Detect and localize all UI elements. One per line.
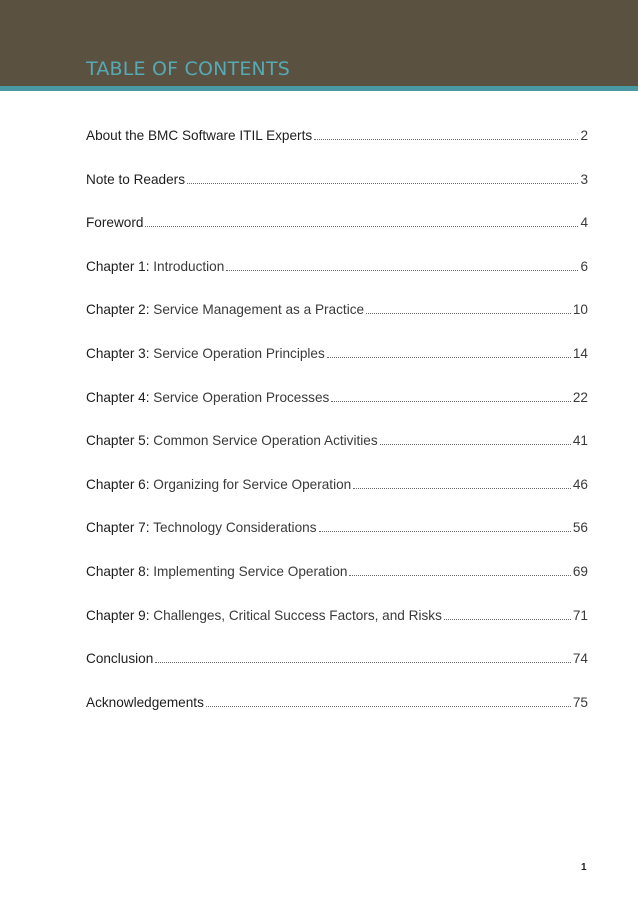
toc-entry-acknowledgements[interactable]	[86, 693, 588, 737]
toc-entry-text: Challenges, Critical Success Factors, and Risks	[153, 607, 442, 623]
toc-entry-lead: Chapter 9:	[86, 607, 150, 623]
dot-leader	[444, 608, 571, 620]
table-of-contents	[86, 126, 588, 736]
toc-entry-lead: Chapter 2:	[86, 302, 150, 318]
dot-leader	[319, 520, 571, 532]
dot-leader	[349, 564, 570, 576]
toc-entry-text: Service Operation Principles	[153, 345, 325, 361]
dot-leader	[327, 346, 571, 358]
toc-entry-conclusion[interactable]	[86, 649, 588, 693]
toc-entry-lead: Chapter 5:	[86, 433, 150, 449]
toc-entry-about-experts[interactable]	[86, 126, 588, 170]
toc-entry-note-to-readers[interactable]	[86, 170, 588, 214]
toc-entry-page: 4	[580, 215, 588, 231]
toc-entry-page: 22	[572, 389, 588, 405]
dot-leader	[206, 695, 571, 707]
page-number: 1	[581, 862, 587, 873]
toc-entry-chapter-5[interactable]	[86, 431, 588, 475]
dot-leader	[226, 259, 578, 271]
toc-entry-lead: Foreword	[86, 215, 144, 231]
toc-entry-lead: Conclusion	[86, 651, 154, 667]
toc-entry-page: 3	[580, 171, 588, 187]
dot-leader	[155, 651, 571, 663]
toc-entry-lead: Note to Readers	[86, 171, 185, 187]
toc-entry-lead: Chapter 3:	[86, 345, 150, 361]
toc-entry-page: 14	[572, 345, 588, 361]
page-title: TABLE OF CONTENTS	[86, 58, 291, 80]
toc-entry-chapter-8[interactable]	[86, 562, 588, 606]
toc-entry-chapter-6[interactable]	[86, 475, 588, 519]
dot-leader	[331, 390, 571, 402]
toc-entry-chapter-3[interactable]	[86, 344, 588, 388]
dot-leader	[187, 172, 578, 184]
toc-entry-lead: About the BMC Software ITIL Experts	[86, 128, 313, 143]
toc-entry-page: 6	[580, 258, 588, 274]
toc-entry-lead: Chapter 1:	[86, 258, 150, 274]
toc-entry-lead: Chapter 4:	[86, 389, 150, 405]
toc-entry-page: 74	[572, 651, 588, 667]
toc-entry-lead: Chapter 8:	[86, 563, 150, 579]
toc-entry-page: 10	[572, 302, 588, 318]
toc-entry-page: 56	[572, 520, 588, 536]
toc-entry-page: 75	[572, 694, 588, 710]
dot-leader	[380, 433, 571, 445]
toc-entry-chapter-7[interactable]	[86, 518, 588, 562]
toc-entry-text: Common Service Operation Activities	[153, 433, 378, 449]
toc-entry-page: 2	[580, 128, 588, 143]
toc-entry-text: Technology Considerations	[153, 520, 317, 536]
toc-entry-page: 46	[572, 476, 588, 492]
toc-entry-lead: Chapter 6:	[86, 476, 150, 492]
dot-leader	[366, 302, 571, 314]
toc-entry-foreword[interactable]	[86, 213, 588, 257]
header-accent-rule	[0, 86, 638, 91]
toc-entry-chapter-1[interactable]	[86, 257, 588, 301]
toc-entry-chapter-4[interactable]	[86, 388, 588, 432]
toc-entry-page: 71	[572, 607, 588, 623]
toc-entry-lead: Acknowledgements	[86, 694, 204, 710]
toc-entry-text: Organizing for Service Operation	[153, 476, 352, 492]
toc-entry-text: Service Operation Processes	[153, 389, 330, 405]
dot-leader	[353, 477, 571, 489]
toc-entry-text: Implementing Service Operation	[153, 563, 348, 579]
toc-entry-lead: Chapter 7:	[86, 520, 150, 536]
toc-entry-chapter-9[interactable]	[86, 606, 588, 650]
dot-leader	[145, 215, 578, 227]
toc-entry-chapter-2[interactable]	[86, 300, 588, 344]
dot-leader	[314, 128, 578, 140]
toc-entry-page: 69	[572, 563, 588, 579]
toc-entry-page: 41	[572, 433, 588, 449]
toc-entry-text: Service Management as a Practice	[153, 302, 365, 318]
toc-entry-text: Introduction	[153, 258, 225, 274]
